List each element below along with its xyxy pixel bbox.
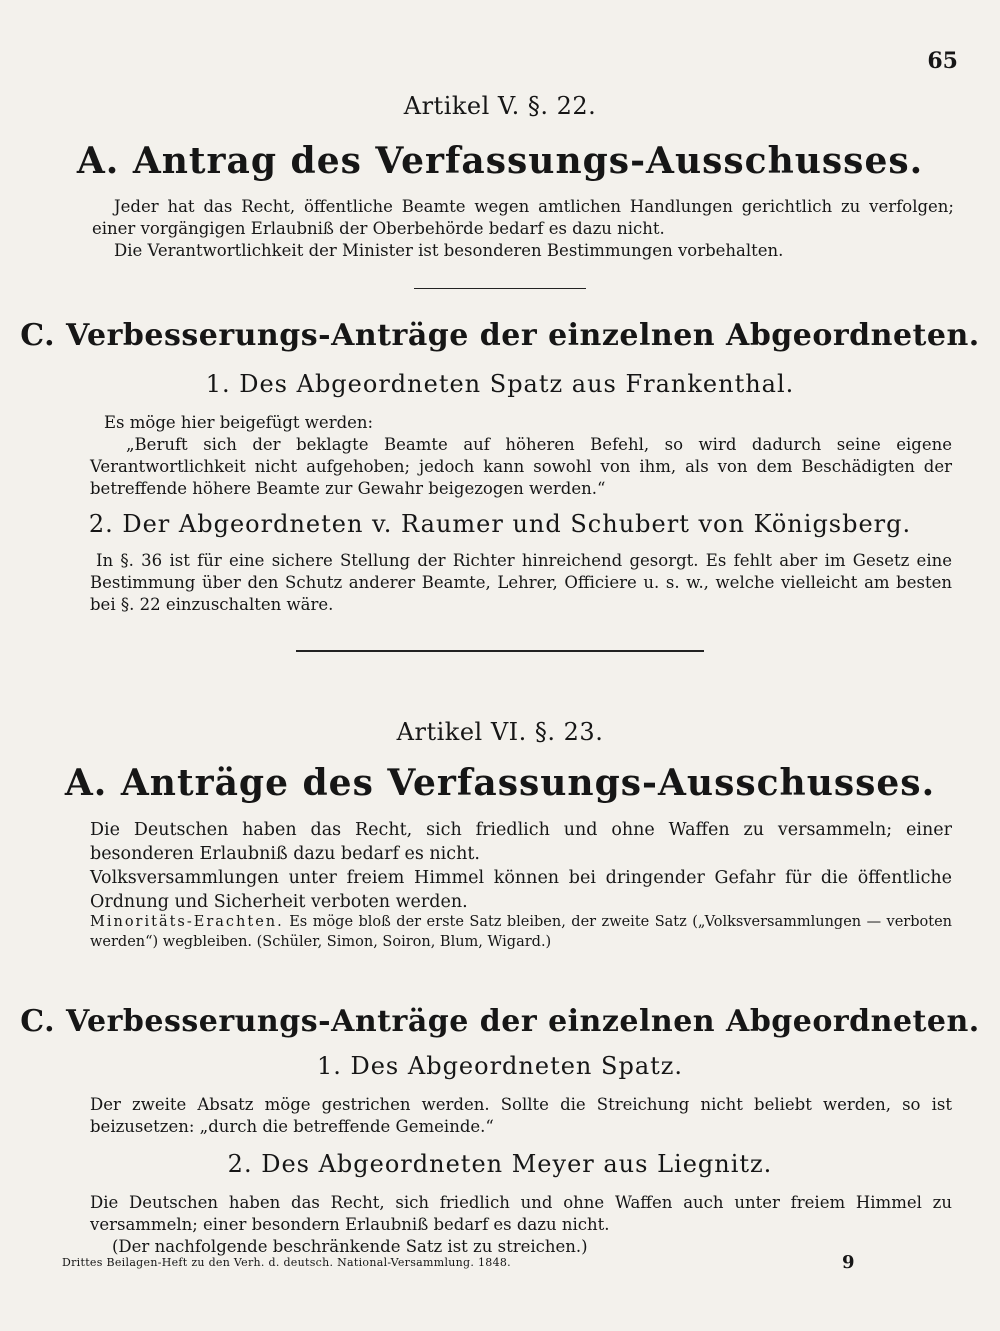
article-6-amendments-heading: C. Verbesserungs-Anträge der einzelnen Abgeordneten. [20, 1004, 980, 1039]
article-divider [296, 650, 704, 652]
footer-text: Drittes Beilagen-Heft zu den Verh. d. deutsch. National-Versammlung. 1848. [62, 1256, 511, 1269]
article-6-amendment-1-text [90, 1094, 952, 1138]
article-5-title: Artikel V. §. 22. [403, 92, 597, 120]
paragraph: Die Verantwortlichkeit der Minister ist besonderen Bestimmungen vorbehalten. [114, 241, 784, 260]
article-6-amendment-2-text [90, 1192, 952, 1258]
article-6-committee-text [90, 818, 952, 914]
minority-opinion [90, 912, 952, 952]
article-6-amendment-1-title: 1. Des Abgeordneten Spatz. [316, 1052, 684, 1080]
note: (Der nachfolgende beschränkende Satz ist zu streichen.) [112, 1237, 588, 1256]
article-5-amendment-2-text [90, 550, 952, 616]
paragraph: Volksversammlungen unter freiem Himmel können bei dringender Gefahr für die öffentliche Ordnung und Sicherheit verboten werden. [90, 868, 952, 912]
article-6-committee-heading: A. Anträge des Verfassungs-Ausschusses. [64, 762, 936, 804]
paragraph: In §. 36 ist für eine sichere Stellung der Richter hinreichend gesorgt. Es fehlt aber im Gesetz eine Bestimmung über den Schutz anderer Beamte, Lehrer, Officiere u. s. w., welche vielleicht am besten bei §. 22 einzuschalten wäre. [90, 551, 952, 614]
paragraph [90, 912, 952, 952]
article-5-amendment-1-title: 1. Des Abgeordneten Spatz aus Frankenthal. [205, 370, 795, 398]
article-6-amendment-2-title: 2. Des Abgeordneten Meyer aus Liegnitz. [227, 1150, 773, 1178]
article-5-committee-heading: A. Antrag des Verfassungs-Ausschusses. [76, 140, 924, 182]
page-number: 65 [927, 48, 958, 74]
minority-text: Es möge bloß der erste Satz bleiben, der zweite Satz („Volksversammlungen — verboten werden“) wegbleiben. (Schüler, Simon, Soiron, Blum, Wigard.) [90, 914, 953, 950]
sheet-number: 9 [842, 1252, 855, 1273]
article-5-amendment-2-title: 2. Der Abgeordneten v. Raumer und Schubert von Königsberg. [88, 510, 912, 538]
paragraph: Der zweite Absatz möge gestrichen werden. Sollte die Streichung nicht beliebt werden, so ist beizusetzen: „durch die betreffende Gemeinde.“ [90, 1095, 952, 1136]
paragraph: Die Deutschen haben das Recht, sich friedlich und ohne Waffen zu versammeln; einer besonderen Erlaubniß dazu bedarf es nicht. [90, 820, 952, 864]
quote: „Beruft sich der beklagte Beamte auf höheren Befehl, so wird dadurch seine eigene Verantwortlichkeit nicht aufgehoben; jedoch kann sowohl von ihm, als von dem Beschädigten der betreffende höhere Beamte zur Gewahr beigezogen werden.“ [90, 435, 952, 498]
minority-label: Minoritäts-Erachten. [90, 914, 284, 930]
article-5-committee-text [92, 196, 954, 262]
paragraph: Jeder hat das Recht, öffentliche Beamte wegen amtlichen Handlungen gerichtlich zu verfolgen; einer vorgängigen Erlaubniß der Oberbehörde bedarf es dazu nicht. [92, 197, 954, 238]
article-5-amendments-heading: C. Verbesserungs-Anträge der einzelnen Abgeordneten. [20, 318, 980, 353]
paragraph: Es möge hier beigefügt werden: [104, 413, 374, 432]
article-5-amendment-1-text [90, 412, 952, 500]
article-6-title: Artikel VI. §. 23. [396, 718, 604, 746]
paragraph: Die Deutschen haben das Recht, sich friedlich und ohne Waffen auch unter freiem Himmel zu versammeln; einer besondern Erlaubniß bedarf es dazu nicht. [90, 1193, 952, 1234]
section-divider [414, 288, 586, 289]
